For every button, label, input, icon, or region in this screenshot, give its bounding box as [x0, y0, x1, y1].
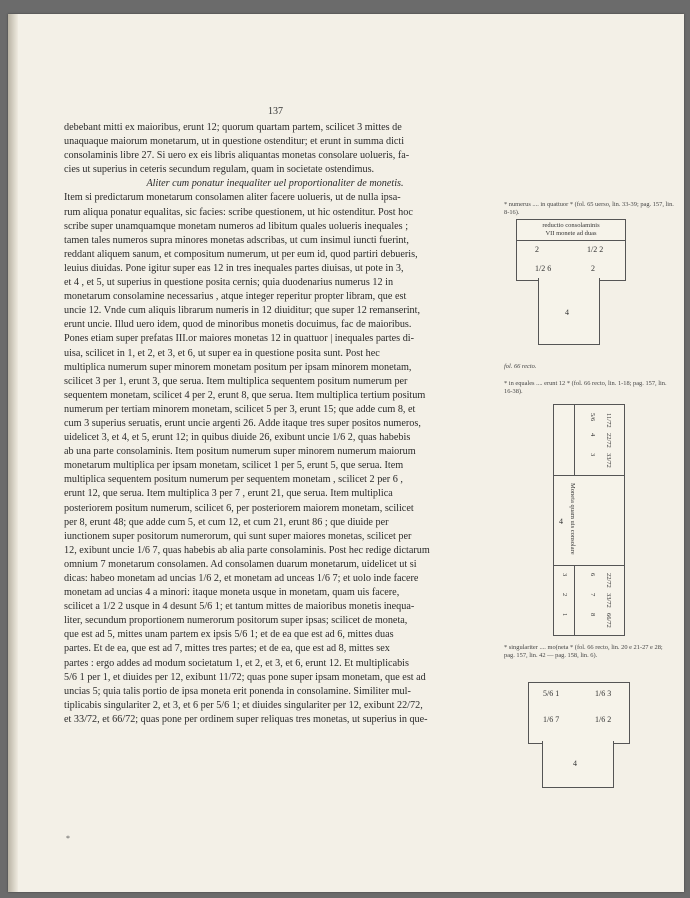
text-line: erunt 12, que serua. Item multiplica 3 per 7 , erunt 21, que serua. Item multiplica	[64, 488, 393, 500]
text-line: erunt uncie. Illud uero idem, quod de minoribus monetis docuimus, fac de maioribus.	[64, 319, 412, 331]
diagram1-cell-e: 4	[565, 308, 569, 317]
diagram1-cell-b: 1/2 2	[587, 245, 604, 254]
text-line: et 4 , et 5, ut superius in questione posita cernis; quia duodenarius numerus 12 in	[64, 277, 394, 289]
text-line: partes. Et de ea, que est ad 7, mittes tres partes; et de ea, que est ad 8, mittes sex	[64, 643, 390, 655]
text-line: cies ut superius in ceteris secundum regulam, quam in societate ostendimus.	[64, 164, 375, 176]
text-line: monetarum consolamine necessarius , atque integer reperitur propter libram, que est	[64, 291, 407, 303]
text-line: reddant aliquem sanum, et compositum numerum, ut per eum id, quod partiri debueris,	[64, 248, 418, 260]
main-text	[64, 121, 486, 727]
text-line: scilicet 3 per 1, erunt 3, que serua. Item multiplica sequentem positum numerum per	[64, 375, 408, 387]
text-line: ab una parte consolaminis. Item positum numerum super minorem numerum maiorum	[64, 446, 416, 458]
text-line: scribe super unamquamque monetam numeros ad libitum quales uolueris inequales ;	[64, 220, 409, 232]
diagram2-middle-text: Moneta quam uis consolare	[569, 483, 576, 555]
text-line: sequentem monetam, scilicet 4 per 2, erunt 8, que serua. Item multiplica tertium positum	[64, 389, 426, 401]
folio-reference: fol. 66 recto.	[504, 363, 537, 370]
diagram2-lower-2: 1	[561, 613, 568, 617]
text-line: per 8, erunt 48; que adde cum 5, et cum 12, et cum 21, erunt 86 ; que diuide per	[64, 516, 389, 528]
margin-note-3: * singulariter .... mo(neta * (fol. 66 recto, lin. 20 e 21-27 e 28; pag. 157, lin. 42 — pag. 158, lin. 6).	[504, 644, 663, 659]
diagram2-lower-0: 3	[561, 573, 568, 577]
text-line: liter, secundum proportionem numerorum positorum super ipsas; scilicet de moneta,	[64, 615, 408, 627]
text-line: leuius diuidas. Pone igitur super eas 12 in tres inequales partes diuisas, ut pote in 3,	[64, 262, 404, 274]
text-line: uncias 5; quia talis portio de ipsa moneta erit ponenda in consolamine. Similiter mul-	[64, 685, 411, 697]
diagram1-cell-d: 2	[591, 264, 595, 273]
text-line: que est ad 5, mittes unam partem ex ipsis 5/6 1; et de ea que est ad 6, mittes duas	[64, 629, 394, 641]
diagram2-frac-0: 11/72	[605, 413, 612, 428]
text-line: tamen tales numeros supra minores monetas adscribas, ut cum insimul iuncti fuerint,	[64, 234, 409, 246]
diagram2-col-left-1: 4	[589, 433, 596, 437]
text-line: numerum per tertiam minorem monetam, scilicet 5 per 3, erunt 15; que adde cum 8, et	[64, 403, 416, 415]
diagram2-frac-2: 33/72	[605, 453, 612, 468]
text-line: Pones etiam super prefatas III.or maiores monetas 12 in quattuor | inequales partes di-	[64, 333, 415, 345]
text-line: scilicet a 1/2 2 usque in 4 desunt 5/6 1; et tantum mittes de maioribus monetis inequa-	[64, 601, 415, 613]
diagram2-col-right-0: 6	[589, 573, 596, 577]
book-spine-shadow	[8, 14, 18, 892]
diagram3-a: 5/6 1	[543, 689, 560, 698]
diagram2-col-right-1: 7	[589, 593, 596, 597]
text-line: cum 3 superius seruatis, erunt uncie argenti 26. Adde itaque tres super positos numeros,	[64, 417, 421, 429]
diagram1-cell-a: 2	[535, 245, 539, 254]
diagram2-frac-1: 22/72	[605, 433, 612, 448]
diagram2-rfrac-2: 66/72	[605, 613, 612, 628]
text-line: monetam ad uncias 4 a minori: itaque moneta usque in monetam, quam uis facere,	[64, 587, 400, 599]
text-line: uncie 12. Vnde cum aliquis librarum numeris in 12 diuiditur; que super 12 remanserint,	[64, 305, 421, 317]
text-line: consolaminis libre 27. Si uero ex eis libris aliquantas monetas consolare uolueris, fa-	[64, 150, 410, 162]
text-line: monetarum multiplica per ipsam monetam, scilicet 1 per 5, erunt 5, que serua. Item	[64, 460, 404, 472]
text-line: uisa, scilicet in 1, et 2, et 3, et 6, ut super ea in questione posita sunt. Post hec	[64, 347, 380, 359]
diagram1-cell-c: 1/2 6	[535, 264, 552, 273]
text-line: 12, exibunt uncie 1/6 7, quas habebis ab alia parte consolaminis. Post hec redige dictarum	[64, 544, 430, 556]
margin-note-2: * in equales .... erunt 12 * (fol. 66 recto, lin. 1-18; pag. 157, lin. 16-38).	[504, 380, 667, 395]
diagram2-rfrac-0: 22/72	[605, 573, 612, 588]
footer-mark: *	[66, 834, 70, 843]
text-line: et 33/72, et 66/72; quas pone per ordinem super reliquas tres monetas, ut superius in que-	[64, 713, 428, 725]
diagram2-col-right-2: 8	[589, 613, 596, 617]
text-line: 5/6 1 per 1, et diuides per 12, exibunt 11/72; quas pone super ipsam monetam, que est ad	[64, 671, 426, 683]
text-line: posteriorem positum numerum, scilicet 6, per posteriorem maiorem monetam, scilicet	[64, 502, 414, 514]
section-heading: Aliter cum ponatur inequaliter uel proportionaliter de monetis.	[146, 178, 404, 190]
diagram2-col-left-2: 3	[589, 453, 596, 457]
margin-note-1: * numerus .... in quattuor * (fol. 65 uerso, lin. 33-39; pag. 157, lin. 8-16).	[504, 201, 674, 216]
diagram3-e: 4	[573, 759, 577, 768]
text-line: dicas: habeo monetam ad uncias 1/6 2, et monetam ad unceas 1/6 7; et uolo inde facere	[64, 573, 419, 584]
diagram2-col-left-0: 5/6	[589, 413, 596, 422]
text-line: Item si predictarum monetarum consolamen aliter facere uolueris, ut de nulla ipsa-	[64, 192, 401, 204]
text-line: unaquaque maiorum monetarum, ut in questione ostenditur; et erunt in summa dicti	[64, 136, 405, 148]
diagram3-b: 1/6 3	[595, 689, 612, 698]
text-line: uidelicet 3, et 4, et 5, erunt 12; in quibus diuide 26, exibunt uncie 1/6 2, quas habebis	[64, 432, 411, 444]
diagram3-c: 1/6 7	[543, 715, 560, 724]
text-line: partes : ergo addes ad modum societatum 1, et 2, et 3, et 6, erunt 12. Et multiplicabis	[64, 657, 409, 669]
page	[8, 14, 684, 892]
text-line: debebant mitti ex maioribus, erunt 12; quorum quartam partem, scilicet 3 mittes de	[64, 122, 402, 133]
text-line: multiplica sequentem positum numerum per sequentem monetam , scilicet 2 per 6 ,	[64, 474, 403, 486]
text-line: multiplica numerum super minorem monetam positum per ipsam minorem monetam,	[64, 361, 412, 373]
page-number: 137	[268, 106, 283, 117]
text-line: omnium 7 monetarum consolamen. Ad consolamen duarum monetarum, uidelicet ut si	[64, 558, 417, 570]
text-line: rum aliqua ponatur equalitas, sic facies: scribe questionem, ut hic ostenditur. Post hoc	[64, 206, 413, 218]
diagram2-middle-num: 4	[559, 517, 563, 526]
diagram2-rfrac-1: 33/72	[605, 593, 612, 608]
diagram1-title: reductio consolaminis	[542, 222, 600, 229]
text-line: tiplicabis singulariter 2, et 3, et 6 per 5/6 1; et diuides singulariter per 12, exibunt 22/72,	[64, 699, 423, 711]
diagram2-lower-1: 2	[561, 593, 568, 597]
text-line: iunctionem super positorum numerorum, qui sunt super maiores monetas, scilicet per	[64, 530, 412, 542]
diagram1-subtitle: VII monete ad duas	[545, 230, 597, 237]
diagram3-d: 1/6 2	[595, 715, 612, 724]
